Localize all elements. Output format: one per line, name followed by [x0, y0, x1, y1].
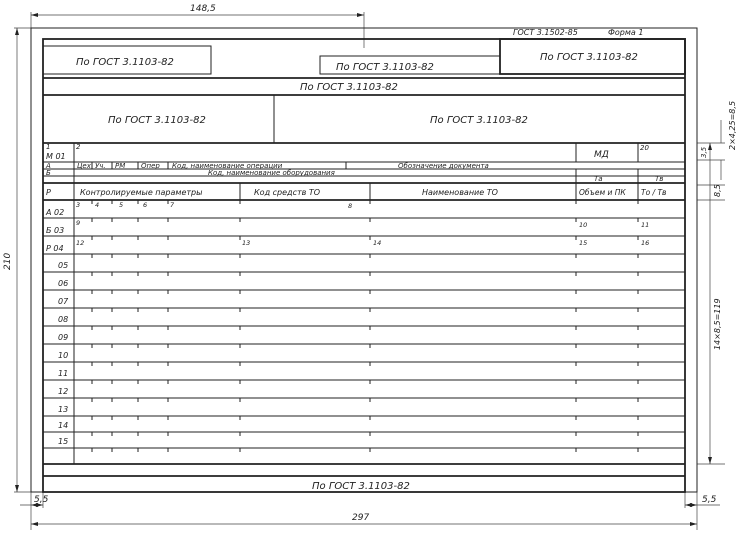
num-16: 16 — [641, 239, 650, 247]
row-number-10: 10 — [58, 351, 69, 360]
num-7: 7 — [170, 201, 175, 209]
row-number-15: 15 — [58, 437, 69, 446]
num-11: 11 — [641, 221, 650, 229]
cell-md: МД — [594, 150, 609, 160]
row-code-b03: Б 03 — [46, 226, 65, 235]
num-13: 13 — [242, 239, 251, 247]
dim-height: 210 — [3, 252, 13, 270]
dimension-bottom — [20, 492, 720, 530]
ref-text-right: По ГОСТ 3.1103-82 — [540, 52, 638, 63]
ref-text-row3-left: По ГОСТ 3.1103-82 — [108, 115, 206, 126]
row-number-14: 14 — [58, 421, 69, 430]
label-tv: Тв — [655, 175, 664, 183]
num-10: 10 — [579, 221, 588, 229]
ref-text-footer: По ГОСТ 3.1103-82 — [312, 481, 410, 492]
cell-2: 2 — [76, 143, 81, 151]
label-rm: РМ — [115, 162, 126, 170]
row-number-08: 08 — [58, 315, 69, 324]
dim-rows-block: 14×8,5=119 — [713, 298, 722, 350]
ref-text-mid: По ГОСТ 3.1103-82 — [336, 62, 434, 73]
row-code-b: Б — [46, 169, 51, 177]
num-4: 4 — [95, 201, 100, 209]
dim-row-height: 8,5 — [713, 184, 722, 197]
row-number-11: 11 — [58, 369, 69, 378]
cell-20: 20 — [640, 144, 649, 152]
ref-text-left: По ГОСТ 3.1103-82 — [76, 57, 174, 68]
cell-1: 1 — [46, 143, 51, 151]
row-code-a02: А 02 — [46, 208, 65, 217]
row-number-09: 09 — [58, 333, 69, 342]
label-ceh: Цех — [77, 162, 91, 170]
label-oper: Опер — [141, 162, 160, 170]
label-tools: Код средств ТО — [254, 188, 321, 197]
ref-text-row3-right: По ГОСТ 3.1103-82 — [430, 115, 528, 126]
dimension-right — [697, 101, 737, 464]
outer-frame — [31, 28, 697, 492]
row-number-07: 07 — [58, 297, 69, 306]
label-op-code: Код, наименование операции — [172, 162, 283, 170]
num-8: 8 — [348, 202, 353, 210]
num-9: 9 — [76, 219, 81, 227]
ref-text-row2: По ГОСТ 3.1103-82 — [300, 82, 398, 93]
gost-code: ГОСТ 3.1502-85 — [513, 28, 578, 37]
num-3: 3 — [76, 201, 81, 209]
row-code-a: А — [46, 162, 51, 170]
row-code-p04: Р 04 — [46, 244, 64, 253]
num-14: 14 — [373, 239, 382, 247]
dim-small: 3,5 — [700, 146, 708, 158]
row-code-m01: М 01 — [46, 152, 66, 161]
label-equip: Код, наименование оборудования — [208, 169, 335, 177]
num-6: 6 — [143, 201, 148, 209]
row-code-p: Р — [46, 188, 51, 197]
dim-left-margin: 5,5 — [34, 495, 49, 505]
num-12: 12 — [76, 239, 85, 247]
row-number-05: 05 — [58, 261, 69, 270]
dim-row-pitch-top: 2×4,25=8,5 — [728, 100, 737, 150]
num-5: 5 — [119, 201, 124, 209]
dimension-left — [3, 28, 43, 492]
label-doc: Обозначение документа — [398, 162, 489, 170]
label-name-to: Наименование ТО — [422, 188, 498, 197]
num-15: 15 — [579, 239, 588, 247]
dim-top-width: 148,5 — [190, 4, 216, 14]
label-to-tv: То / Тв — [641, 188, 667, 197]
label-volume: Объем и ПК — [579, 188, 626, 197]
row-number-13: 13 — [58, 405, 69, 414]
label-params: Контролируемые параметры — [80, 188, 203, 197]
row-numbers — [58, 261, 69, 446]
dimension-top — [31, 4, 364, 48]
label-uch: Уч. — [95, 162, 106, 170]
inner-frame — [43, 39, 685, 492]
dim-total-width: 297 — [352, 513, 370, 523]
forma-label: Форма 1 — [608, 28, 644, 37]
row-number-12: 12 — [58, 387, 69, 396]
label-ta: Та — [594, 175, 603, 183]
row-number-06: 06 — [58, 279, 69, 288]
dim-right-margin: 5,5 — [702, 495, 717, 505]
